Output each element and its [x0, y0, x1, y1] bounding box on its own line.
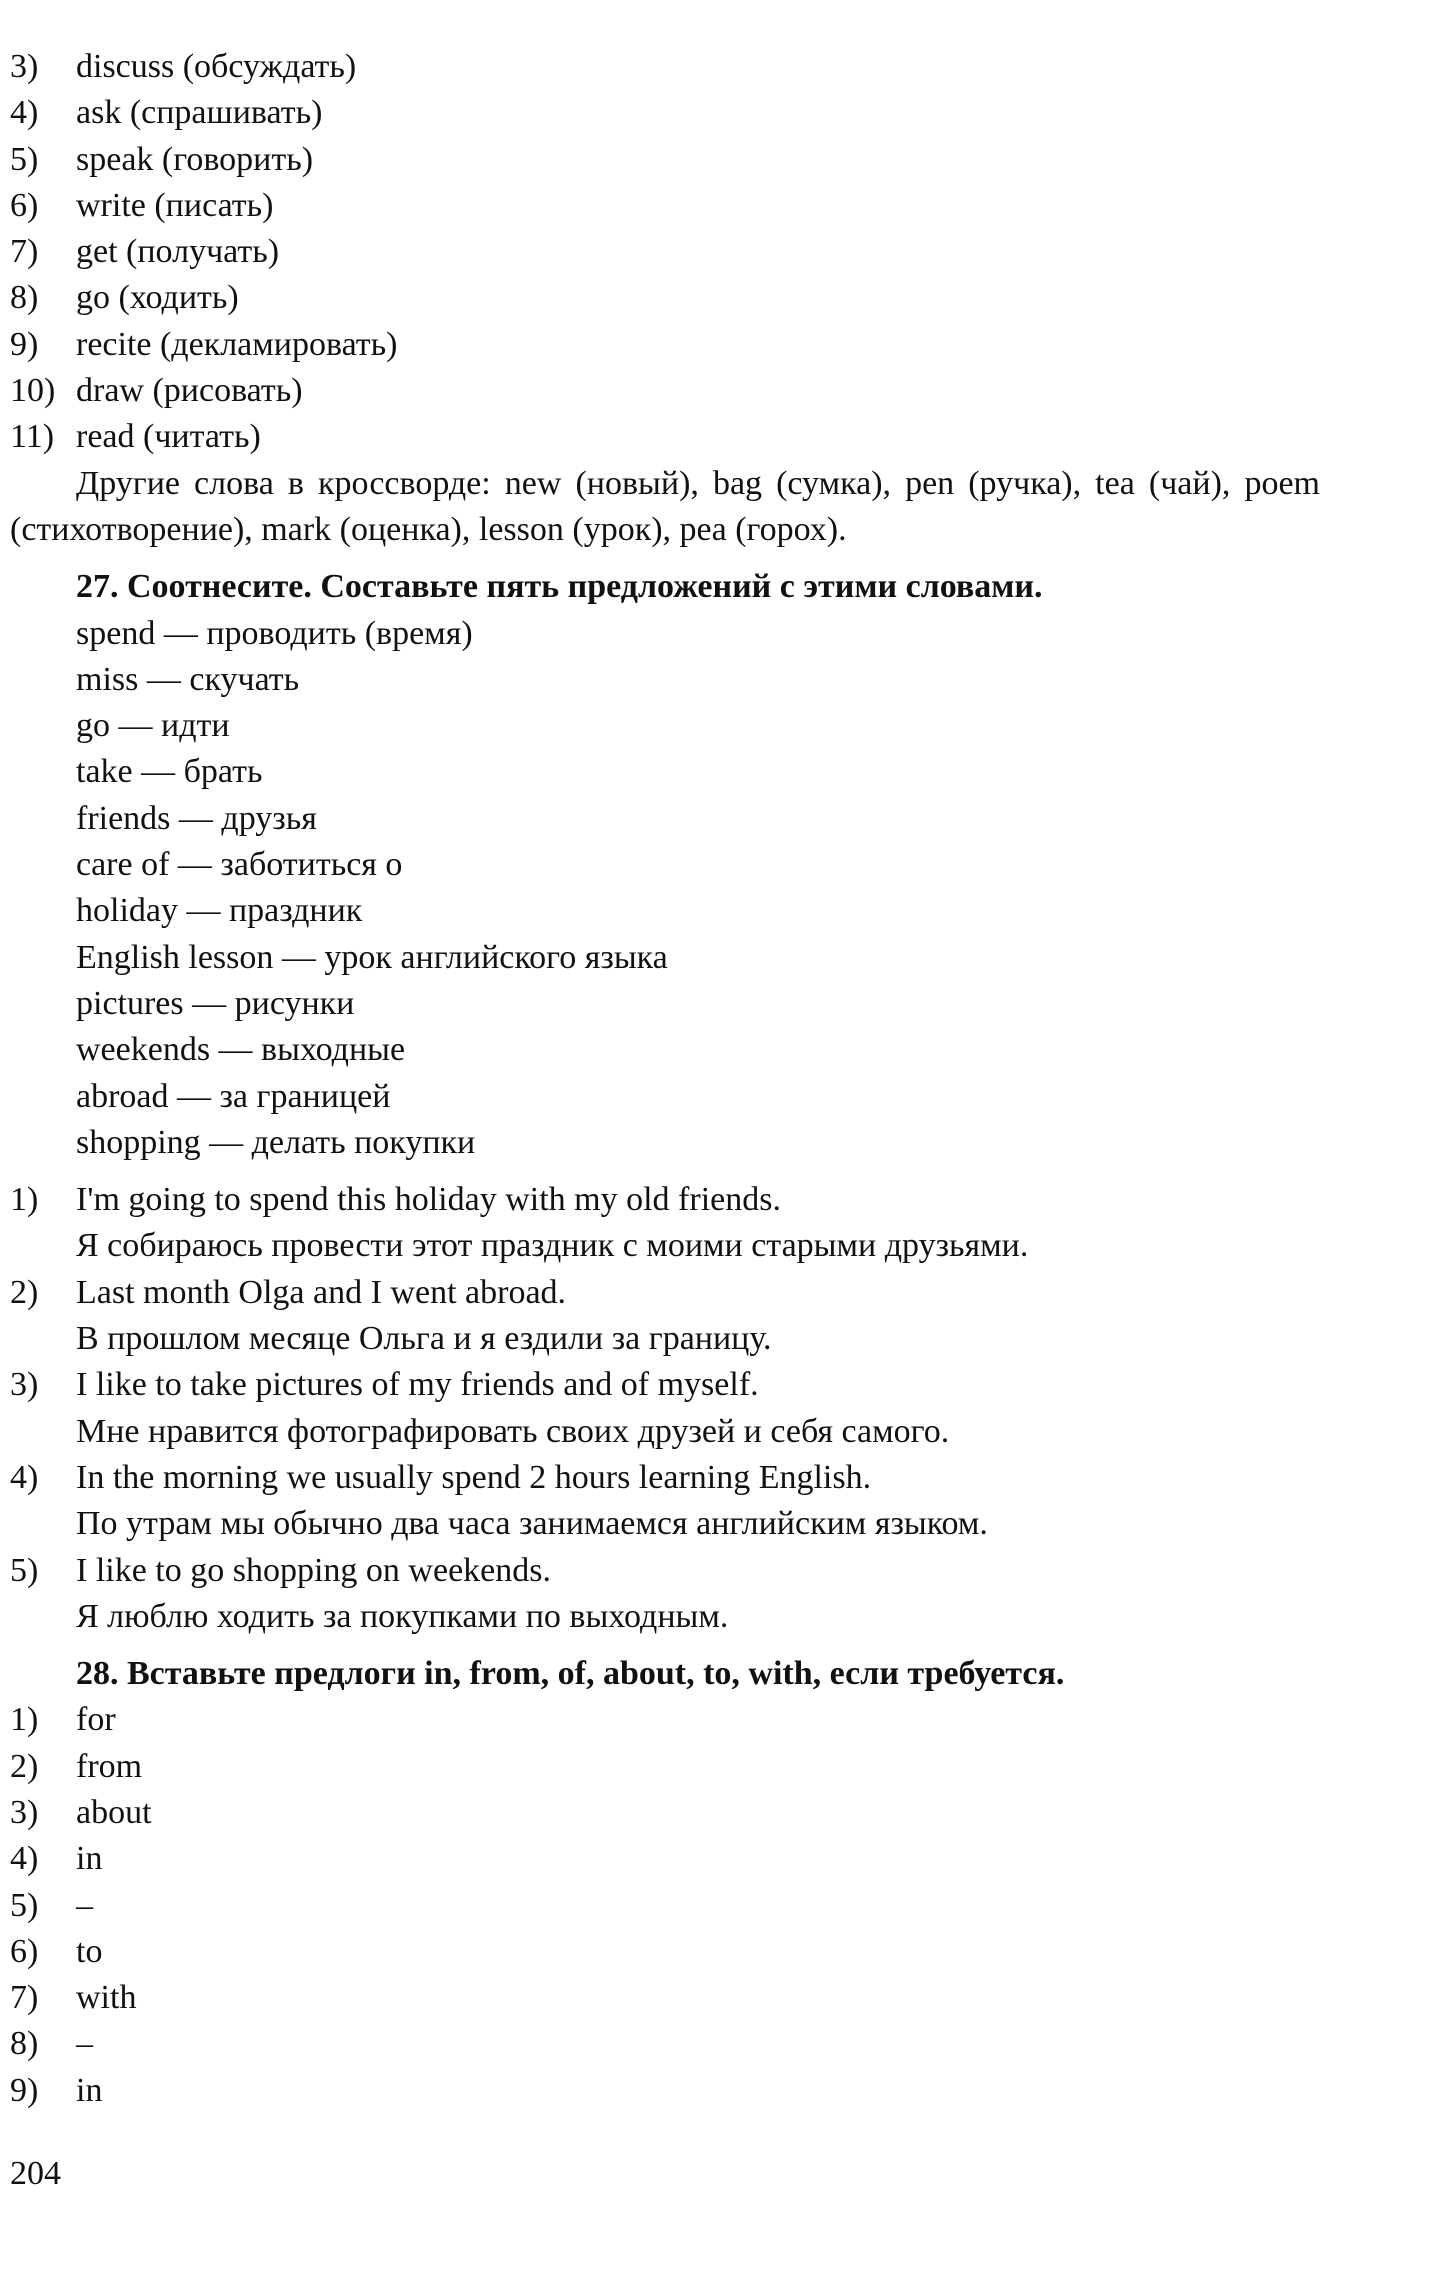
item-text: abroad — за границей — [76, 1077, 391, 1115]
item-text: Я люблю ходить за покупками по выходным. — [76, 1597, 729, 1635]
item-number: 5) — [10, 140, 39, 178]
item-text: to — [76, 1932, 103, 1970]
list-item — [10, 275, 1320, 321]
vocab-item — [10, 703, 1320, 749]
vocab-item — [10, 796, 1320, 842]
answer-item — [10, 2068, 1320, 2114]
sentence-english — [10, 1270, 1320, 1316]
list-item — [10, 90, 1320, 136]
item-text: go — идти — [76, 707, 230, 745]
answer-item — [10, 1836, 1320, 1882]
item-number: 7) — [10, 233, 39, 271]
item-text: for — [76, 1701, 116, 1739]
item-number: 5) — [10, 1551, 39, 1589]
item-number: 8) — [10, 279, 39, 317]
item-number: 9) — [10, 325, 39, 363]
answer-item — [10, 1929, 1320, 1975]
sentence-russian — [10, 1316, 1320, 1362]
answer-list-28 — [10, 1697, 1320, 2114]
item-text: In the morning we usually spend 2 hours learning English. — [76, 1458, 872, 1496]
sentence-russian — [10, 1409, 1320, 1455]
item-text: ask (спрашивать) — [76, 94, 323, 132]
vocab-list — [10, 611, 1320, 1167]
item-number: 9) — [10, 2071, 39, 2109]
item-number: 10) — [10, 372, 56, 410]
list-item — [10, 368, 1320, 414]
vocab-item — [10, 888, 1320, 934]
item-number: 8) — [10, 2025, 39, 2063]
item-text: write (писать) — [76, 186, 274, 224]
vocab-item — [10, 749, 1320, 795]
item-text: go (ходить) — [76, 279, 239, 317]
item-number: 3) — [10, 1793, 39, 1831]
sentence-english — [10, 1455, 1320, 1501]
sentence-russian — [10, 1501, 1320, 1547]
item-text: get (получать) — [76, 233, 280, 271]
sentence-english — [10, 1548, 1320, 1594]
vocab-item — [10, 842, 1320, 888]
answer-list-26 — [10, 44, 1320, 461]
item-text: take — брать — [76, 753, 263, 791]
list-item — [10, 229, 1320, 275]
item-text: – — [76, 2025, 93, 2063]
item-number: 3) — [10, 1366, 39, 1404]
item-number: 6) — [10, 186, 39, 224]
item-text: Мне нравится фотографировать своих друзей и себя самого. — [76, 1412, 950, 1450]
item-text: holiday — праздник — [76, 892, 363, 930]
item-text: English lesson — урок английского языка — [76, 938, 668, 976]
item-text: discuss (обсуждать) — [76, 48, 357, 85]
item-number: 1) — [10, 1701, 39, 1739]
item-text: read (читать) — [76, 418, 261, 456]
sentence-russian — [10, 1223, 1320, 1269]
exercise-28-heading: 28. Вставьте предлоги in, from, of, about, to, with, если требуется. — [76, 1655, 1065, 1693]
list-item — [10, 322, 1320, 368]
item-text: По утрам мы обычно два часа занимаемся английским языком. — [76, 1505, 988, 1543]
vocab-item — [10, 1074, 1320, 1120]
vocab-item — [10, 657, 1320, 703]
item-text: from — [76, 1747, 143, 1785]
exercise-27-heading: 27. Соотнесите. Составьте пять предложений с этими словами. — [76, 568, 1043, 606]
item-text: draw (рисовать) — [76, 372, 303, 410]
answer-item — [10, 1975, 1320, 2021]
item-text: friends — друзья — [76, 799, 317, 837]
sentence-english — [10, 1362, 1320, 1408]
answer-item — [10, 2021, 1320, 2067]
item-number: 1) — [10, 1181, 39, 1219]
sentence-english — [10, 1177, 1320, 1223]
item-number: 3) — [10, 48, 39, 85]
item-text: care of — заботиться о — [76, 846, 403, 884]
item-text: weekends — выходные — [76, 1031, 406, 1069]
item-text: in — [76, 2071, 103, 2109]
item-number: 7) — [10, 1979, 39, 2017]
list-item — [10, 183, 1320, 229]
document-page — [10, 44, 1320, 2114]
item-number: 2) — [10, 1273, 39, 1311]
item-text: shopping — делать покупки — [76, 1123, 476, 1161]
item-text: – — [76, 1886, 93, 1924]
item-text: speak (говорить) — [76, 140, 314, 178]
item-text: about — [76, 1793, 152, 1831]
answer-item — [10, 1790, 1320, 1836]
answer-item — [10, 1697, 1320, 1743]
item-number: 2) — [10, 1747, 39, 1785]
item-text: I like to go shopping on weekends. — [76, 1551, 551, 1589]
item-text: miss — скучать — [76, 660, 300, 698]
sentence-list — [10, 1177, 1320, 1640]
item-text: in — [76, 1840, 103, 1878]
item-text: spend — проводить (время) — [76, 614, 473, 652]
item-text: I like to take pictures of my friends and of myself. — [76, 1366, 759, 1404]
list-item — [10, 44, 1320, 90]
sentence-russian — [10, 1594, 1320, 1640]
vocab-item — [10, 935, 1320, 981]
vocab-item — [10, 981, 1320, 1027]
answer-item — [10, 1883, 1320, 1929]
item-number: 5) — [10, 1886, 39, 1924]
page-number: 204 — [10, 2155, 61, 2192]
list-item — [10, 414, 1320, 460]
list-item — [10, 137, 1320, 183]
item-number: 4) — [10, 94, 39, 132]
answer-item — [10, 1744, 1320, 1790]
item-text: В прошлом месяце Ольга и я ездили за границу. — [76, 1320, 772, 1358]
item-number: 6) — [10, 1932, 39, 1970]
item-number: 4) — [10, 1840, 39, 1878]
vocab-item — [10, 1120, 1320, 1166]
item-text: Я собираюсь провести этот праздник с моими старыми друзьями. — [76, 1227, 1029, 1265]
vocab-item — [10, 611, 1320, 657]
item-number: 4) — [10, 1458, 39, 1496]
item-text: pictures — рисунки — [76, 984, 355, 1022]
item-text: recite (декламировать) — [76, 325, 398, 363]
item-text: I'm going to spend this holiday with my old friends. — [76, 1181, 781, 1219]
item-text: Last month Olga and I went abroad. — [76, 1273, 567, 1311]
item-number: 11) — [10, 418, 55, 456]
other-words-paragraph: Другие слова в кроссворде: new (новый), bag (сумка), pen (ручка), tea (чай), poem (стихотворение), mark (оценка), lesson (урок), pea (горох). — [10, 464, 1320, 548]
vocab-item — [10, 1027, 1320, 1073]
item-text: with — [76, 1979, 137, 2017]
